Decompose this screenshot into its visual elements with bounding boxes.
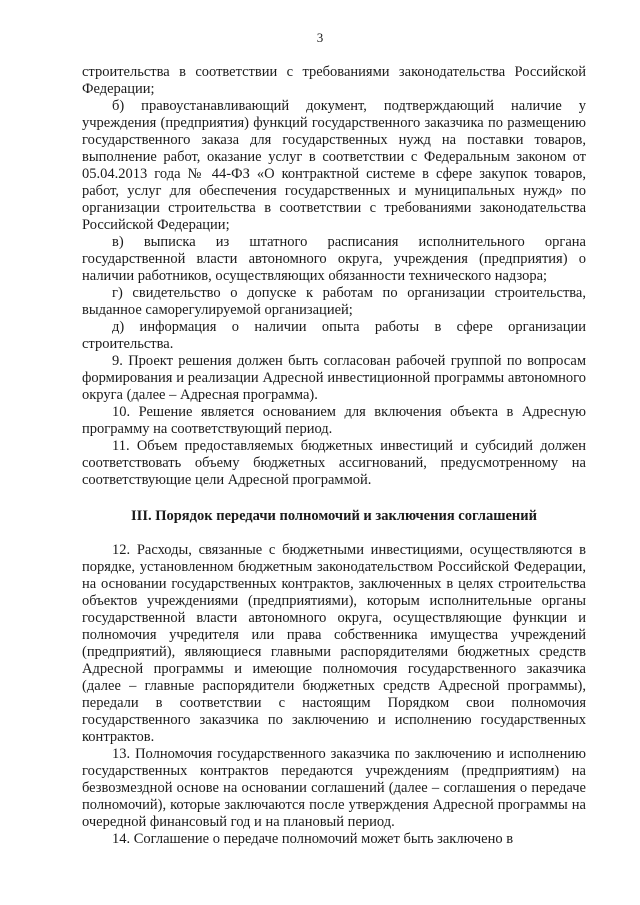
paragraph: 10. Решение является основанием для включения объекта в Адресную программу на соответствующий период. (82, 404, 586, 437)
paragraph: строительства в соответствии с требованиями законодательства Российской Федерации; (82, 64, 586, 97)
paragraph: г) свидетельство о допуске к работам по организации строительства, выданное саморегулируемой организацией; (82, 285, 586, 318)
paragraph: б) правоустанавливающий документ, подтверждающий наличие у учреждения (предприятия) функций государственного заказчика по размещению государственного заказа для государственных нужд на поставки товаров, выполнение работ, оказание услуг в соответствии с Федеральным законом от 05.04.2013 года № 44-ФЗ «О контрактной системе в сфере закупок товаров, работ, услуг для обеспечения государственных и муниципальных нужд» по организации строительства в соответствии с требованиями законодательства Российской Федерации; (82, 98, 586, 233)
paragraph: д) информация о наличии опыта работы в сфере организации строительства. (82, 319, 586, 352)
paragraph: 9. Проект решения должен быть согласован рабочей группой по вопросам формирования и реализации Адресной инвестиционной программы автономного округа (далее – Адресная программа). (82, 353, 586, 403)
paragraph: 12. Расходы, связанные с бюджетными инвестициями, осуществляются в порядке, установленном бюджетным законодательством Российской Федерации, на основании государственных контрактов, заключенных в целях строительства объектов учреждениями (предприятиями), которым исполнительные органы государственной власти автономного округа, осуществляющие функции и полномочия учредителя или права собственника имущества учреждений (предприятий), являющиеся главными распорядителями бюджетных средств Адресной программы и имеющие полномочия государственного заказчика (далее – главные распорядители бюджетных средств Адресной программы), передали в соответствии с настоящим Порядком свои полномочия государственного заказчика по заключению и исполнению государственных контрактов. (82, 542, 586, 745)
paragraph: 14. Соглашение о передаче полномочий может быть заключено в (112, 831, 514, 847)
paragraph: 11. Объем предоставляемых бюджетных инвестиций и субсидий должен соответствовать объему бюджетных ассигнований, предусмотренному на соответствующие цели Адресной программой. (82, 438, 586, 488)
document-body (82, 64, 586, 848)
paragraph: 13. Полномочия государственного заказчика по заключению и исполнению государственных контрактов передаются учреждениям (предприятиям) на безвозмездной основе на основании соглашений (далее – соглашения о передаче полномочий), которые заключаются после утверждения Адресной программы на очередной финансовый год и на плановый период. (82, 746, 586, 830)
section-heading: III. Порядок передачи полномочий и заключения соглашений (131, 508, 537, 524)
paragraph: в) выписка из штатного расписания исполнительного органа государственной власти автономного округа, учреждения (предприятия) о наличии работников, осуществляющих обязанности технического надзора; (82, 234, 586, 284)
paragraphs-before-heading (82, 64, 586, 489)
paragraphs-after-heading (82, 542, 586, 848)
page-number: 3 (316, 30, 324, 45)
